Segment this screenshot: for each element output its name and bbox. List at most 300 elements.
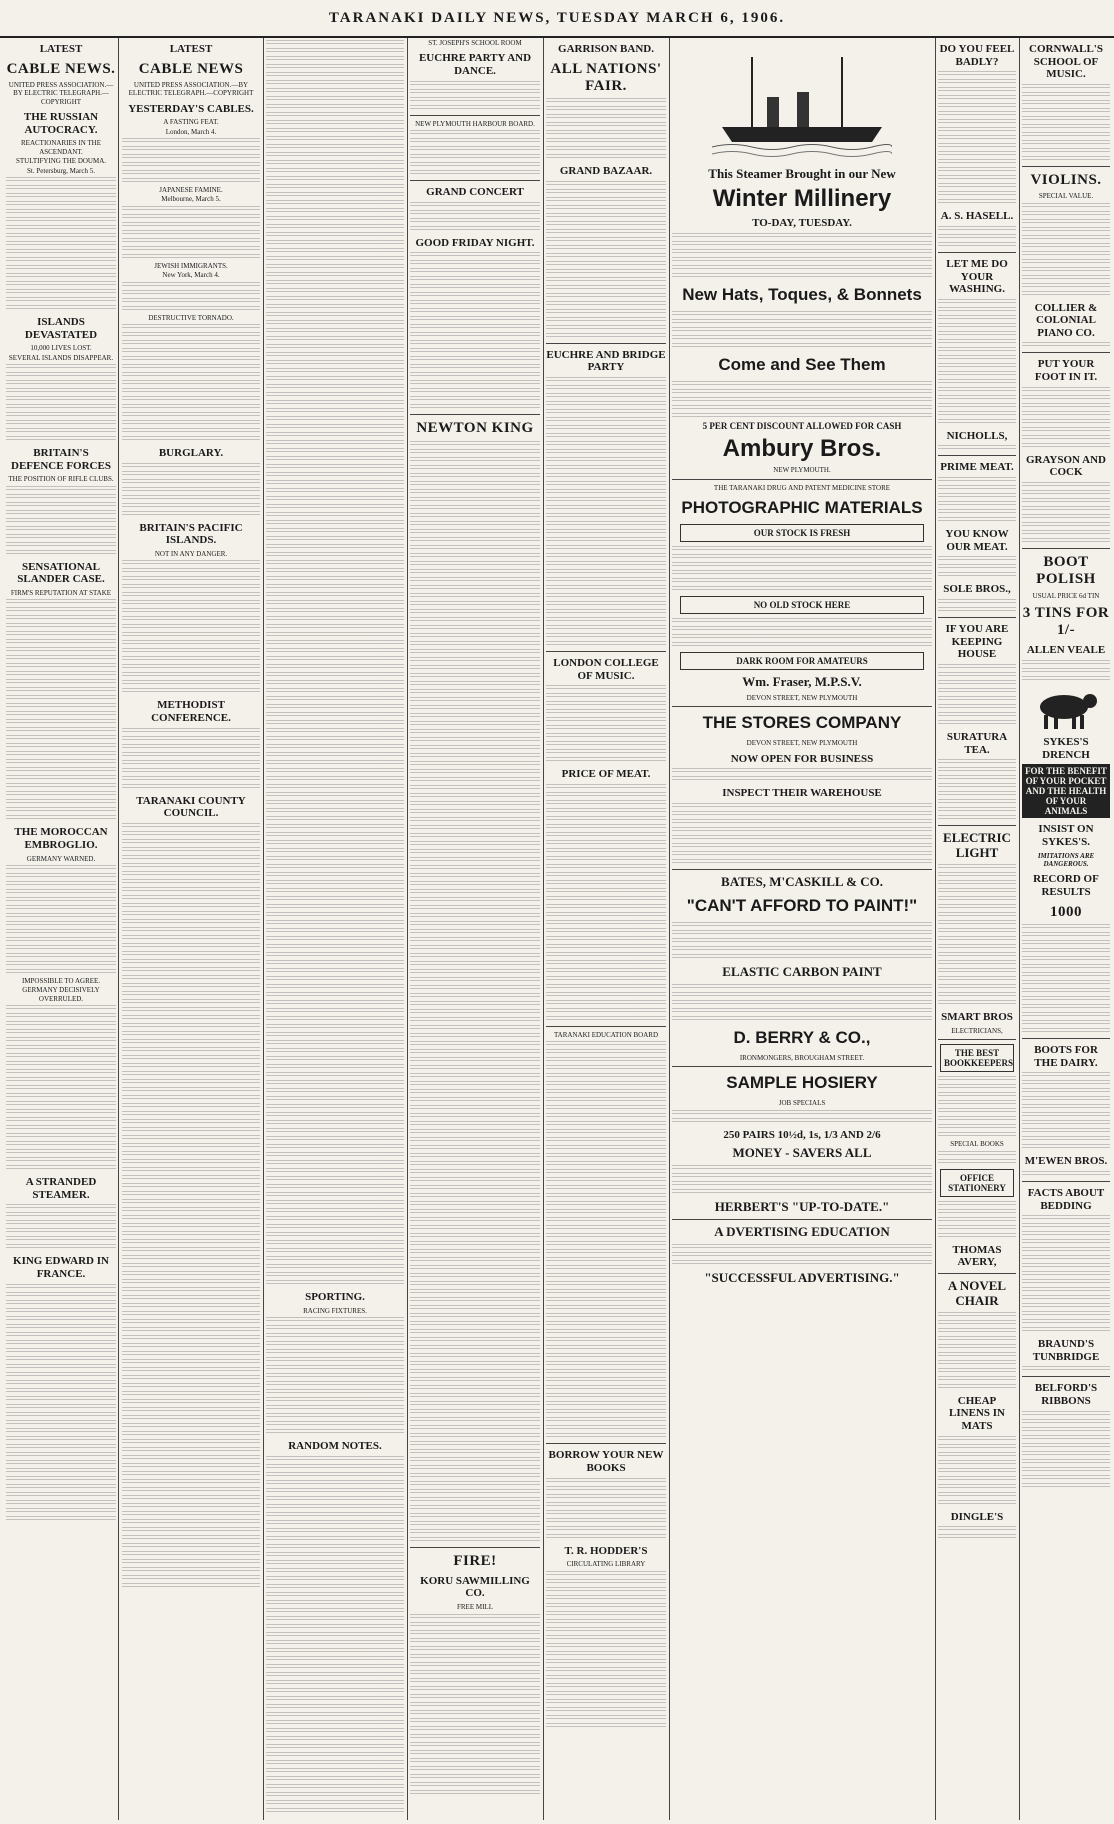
body-text-lines <box>122 744 260 750</box>
ad-line: NEW PLYMOUTH HARBOUR BOARD. <box>415 119 535 128</box>
ad-headline: Wm. Fraser, M.P.S.V. <box>742 674 862 689</box>
body-text-lines <box>938 299 1016 305</box>
body-text-lines <box>266 1381 404 1387</box>
body-text-lines <box>266 1240 404 1246</box>
body-text-lines <box>410 1646 540 1652</box>
body-text-lines <box>266 1536 404 1542</box>
body-text-lines <box>546 633 666 639</box>
body-text-lines <box>546 1129 666 1135</box>
body-text-lines <box>672 1008 932 1014</box>
body-text-lines <box>266 504 404 510</box>
body-text-lines <box>410 561 540 567</box>
body-text-lines <box>122 1567 260 1573</box>
body-text-lines <box>410 753 540 759</box>
body-text-lines <box>122 1007 260 1013</box>
body-text-lines <box>6 623 116 629</box>
body-text-lines <box>122 138 260 144</box>
body-text-lines <box>266 1664 404 1670</box>
body-text-lines <box>6 305 116 311</box>
body-text-lines <box>266 1808 404 1814</box>
body-text-lines <box>266 536 404 542</box>
body-text-lines <box>546 701 666 707</box>
body-text-lines <box>122 648 260 654</box>
body-text-lines <box>410 601 540 607</box>
body-text-lines <box>672 930 932 936</box>
body-text-lines <box>938 111 1016 117</box>
body-text-lines <box>6 494 116 500</box>
body-text-lines <box>266 568 404 574</box>
body-text-lines <box>546 1321 666 1327</box>
body-text-lines <box>122 1063 260 1069</box>
body-text-lines <box>546 1659 666 1665</box>
body-text-lines <box>1022 1104 1110 1110</box>
body-text-lines <box>266 96 404 102</box>
body-text-lines <box>122 1207 260 1213</box>
body-text-lines <box>1022 1004 1110 1010</box>
body-text-lines <box>546 301 666 307</box>
body-text-lines <box>6 209 116 215</box>
body-text-lines <box>122 855 260 861</box>
body-text-lines <box>410 849 540 855</box>
body-text-lines <box>1022 1427 1110 1433</box>
body-text-lines <box>410 170 540 176</box>
body-text-lines <box>938 87 1016 93</box>
body-text-lines <box>546 229 666 235</box>
body-text-lines <box>266 1480 404 1486</box>
body-text-lines <box>122 1071 260 1077</box>
body-text-lines <box>938 485 1016 491</box>
body-text-lines <box>938 775 1016 781</box>
body-text-lines <box>410 1185 540 1191</box>
body-text-lines <box>266 1208 404 1214</box>
body-text-lines <box>410 889 540 895</box>
body-text-lines <box>1022 1319 1110 1325</box>
ad-headline: KORU SAWMILLING CO. <box>420 1574 530 1600</box>
body-text-lines <box>546 784 666 790</box>
body-text-lines <box>410 1505 540 1511</box>
body-text-lines <box>266 1128 404 1134</box>
body-text-lines <box>122 290 260 296</box>
body-text-lines <box>266 992 404 998</box>
body-text-lines <box>938 363 1016 369</box>
body-text-lines <box>266 448 404 454</box>
body-text-lines <box>410 873 540 879</box>
body-text-lines <box>266 1120 404 1126</box>
body-text-lines <box>672 397 932 403</box>
body-text-lines <box>546 1627 666 1633</box>
body-text-lines <box>1022 1263 1110 1269</box>
body-text-lines <box>938 572 1016 578</box>
body-text-lines <box>938 1376 1016 1382</box>
ad-headline: SMART BROS <box>941 1011 1013 1024</box>
body-text-lines <box>266 240 404 246</box>
body-text-lines <box>6 372 116 378</box>
body-text-lines <box>266 808 404 814</box>
body-text-lines <box>410 1209 540 1215</box>
body-text-lines <box>6 1228 116 1234</box>
body-text-lines <box>1022 1366 1110 1372</box>
body-text-lines <box>122 863 260 869</box>
body-text-lines <box>1022 1012 1110 1018</box>
body-text-lines <box>546 1073 666 1079</box>
body-text-lines <box>266 600 404 606</box>
body-text-lines <box>266 1405 404 1411</box>
body-text-lines <box>1022 291 1110 297</box>
body-text-lines <box>122 298 260 304</box>
body-text-lines <box>6 767 116 773</box>
ad-headline: 3 TINS FOR 1/- <box>1022 604 1110 639</box>
body-text-lines <box>266 1152 404 1158</box>
body-text-lines <box>6 1412 116 1418</box>
body-text-lines <box>672 586 932 592</box>
body-text-lines <box>6 1013 116 1019</box>
body-text-lines <box>266 80 404 86</box>
ad-line: SPECIAL BOOKS <box>950 1140 1004 1149</box>
ad-headline: BORROW YOUR NEW BOOKS <box>548 1449 664 1475</box>
body-text-lines <box>410 1305 540 1311</box>
body-text-lines <box>266 520 404 526</box>
ad-headline: SAMPLE HOSIERY <box>726 1073 878 1093</box>
body-text-lines <box>122 616 260 622</box>
body-text-lines <box>546 1105 666 1111</box>
body-text-lines <box>266 1184 404 1190</box>
body-text-lines <box>6 364 116 370</box>
body-text-lines <box>6 534 116 540</box>
body-text-lines <box>122 436 260 442</box>
body-text-lines <box>672 1260 932 1266</box>
body-text-lines <box>1022 1247 1110 1253</box>
body-text-lines <box>6 1468 116 1474</box>
body-text-lines <box>266 656 404 662</box>
body-text-lines <box>546 1385 666 1391</box>
body-text-lines <box>410 1369 540 1375</box>
body-text-lines <box>122 1223 260 1229</box>
body-text-lines <box>266 1349 404 1355</box>
body-text-lines <box>546 1265 666 1271</box>
body-text-lines <box>266 1688 404 1694</box>
body-text-lines <box>938 387 1016 393</box>
body-text-lines <box>122 348 260 354</box>
column-rule <box>1019 38 1020 1820</box>
ad-headline: ELASTIC CARBON PAINT <box>722 964 882 980</box>
body-text-lines <box>6 404 116 410</box>
body-text-lines <box>1022 419 1110 425</box>
body-text-lines <box>266 64 404 70</box>
body-text-lines <box>546 1691 666 1697</box>
body-text-lines <box>938 1526 1016 1532</box>
body-text-lines <box>6 420 116 426</box>
body-text-lines <box>266 1080 404 1086</box>
ad-headline: Winter Millinery <box>712 185 892 212</box>
body-text-lines <box>1022 980 1110 986</box>
body-text-lines <box>1022 1279 1110 1285</box>
body-text-lines <box>122 879 260 885</box>
body-text-lines <box>938 767 1016 773</box>
body-text-lines <box>546 513 666 519</box>
body-text-lines <box>6 1372 116 1378</box>
body-text-lines <box>266 88 404 94</box>
body-text-lines <box>266 1232 404 1238</box>
body-text-lines <box>1022 988 1110 994</box>
ad-headline: Come and See Them <box>718 355 886 375</box>
ad-headline: PRIME MEAT. <box>940 461 1014 474</box>
body-text-lines <box>1022 964 1110 970</box>
body-text-lines <box>266 1784 404 1790</box>
body-text-lines <box>938 1217 1016 1223</box>
body-text-lines <box>410 1654 540 1660</box>
body-text-lines <box>1022 84 1110 90</box>
body-text-lines <box>6 1117 116 1123</box>
body-text-lines <box>546 880 666 886</box>
body-text-lines <box>546 944 666 950</box>
ad-headline: BRAUND'S TUNBRIDGE <box>1032 1338 1100 1363</box>
body-text-lines <box>122 728 260 734</box>
body-text-lines <box>546 1401 666 1407</box>
body-text-lines <box>6 1061 116 1067</box>
body-text-lines <box>410 1329 540 1335</box>
body-text-lines <box>546 213 666 219</box>
ad-box: THE BEST BOOKKEEPERS <box>940 1044 1014 1072</box>
body-text-lines <box>122 1151 260 1157</box>
body-text-lines <box>1022 1080 1110 1086</box>
body-text-lines <box>6 1516 116 1522</box>
body-text-lines <box>410 1481 540 1487</box>
headline: SENSATIONAL SLANDER CASE. <box>17 560 105 586</box>
body-text-lines <box>266 1656 404 1662</box>
body-text-lines <box>122 1359 260 1365</box>
body-text-lines <box>6 743 116 749</box>
body-text-lines <box>266 1592 404 1598</box>
body-text-lines <box>122 1407 260 1413</box>
body-text-lines <box>266 1616 404 1622</box>
body-text-lines <box>938 564 1016 570</box>
body-text-lines <box>546 1510 666 1516</box>
body-text-lines <box>266 1000 404 1006</box>
subheadline: RACING FIXTURES. <box>303 1306 367 1315</box>
body-text-lines <box>546 1486 666 1492</box>
body-text-lines <box>546 960 666 966</box>
ad-banner: FOR THE BENEFIT OF YOUR POCKET AND THE HEALTH OF YOUR ANIMALS <box>1022 764 1110 818</box>
dateline: St. Petersburg, March 5. <box>27 166 95 175</box>
body-text-lines <box>410 1734 540 1740</box>
body-text-lines <box>122 428 260 434</box>
body-text-lines <box>6 1284 116 1290</box>
body-text-lines <box>266 640 404 646</box>
body-text-lines <box>410 881 540 887</box>
body-text-lines <box>410 1758 540 1764</box>
body-text-lines <box>410 1425 540 1431</box>
body-text-lines <box>410 961 540 967</box>
section-title: CABLE NEWS. <box>6 60 116 77</box>
body-text-lines <box>6 257 116 263</box>
body-text-lines <box>546 237 666 243</box>
body-text-lines <box>122 246 260 252</box>
body-text-lines <box>266 1192 404 1198</box>
body-text-lines <box>938 880 1016 886</box>
body-text-lines <box>546 1113 666 1119</box>
body-text-lines <box>6 913 116 919</box>
body-text-lines <box>266 816 404 822</box>
body-text-lines <box>6 241 116 247</box>
body-text-lines <box>1022 1215 1110 1221</box>
body-text-lines <box>546 245 666 251</box>
body-text-lines <box>410 1521 540 1527</box>
body-text-lines <box>122 1415 260 1421</box>
body-text-lines <box>938 477 1016 483</box>
body-text-lines <box>410 697 540 703</box>
ad-headline: BOOT POLISH <box>1036 554 1096 588</box>
body-text-lines <box>122 1503 260 1509</box>
body-text-lines <box>6 233 116 239</box>
body-text-lines <box>938 1468 1016 1474</box>
body-text-lines <box>6 799 116 805</box>
body-text-lines <box>410 1289 540 1295</box>
body-text-lines <box>546 1534 666 1540</box>
body-text-lines <box>1022 387 1110 393</box>
body-text-lines <box>410 1161 540 1167</box>
body-text-lines <box>266 336 404 342</box>
ad-headline: "CAN'T AFFORD TO PAINT!" <box>686 896 918 916</box>
body-text-lines <box>6 1204 116 1210</box>
body-text-lines <box>266 456 404 462</box>
ad-headline: THE STORES COMPANY <box>702 713 902 733</box>
body-text-lines <box>266 344 404 350</box>
body-text-lines <box>6 639 116 645</box>
body-text-lines <box>1022 1327 1110 1333</box>
body-text-lines <box>410 138 540 144</box>
body-text-lines <box>938 807 1016 813</box>
body-text-lines <box>410 260 540 266</box>
body-text-lines <box>672 984 932 990</box>
subheadline: STULTIFYING THE DOUMA. <box>15 157 107 166</box>
body-text-lines <box>266 680 404 686</box>
body-text-lines <box>122 1239 260 1245</box>
body-text-lines <box>546 609 666 615</box>
body-text-lines <box>938 672 1016 678</box>
body-text-lines <box>6 265 116 271</box>
body-text-lines <box>6 526 116 532</box>
body-text-lines <box>672 642 932 648</box>
body-text-lines <box>546 309 666 315</box>
body-text-lines <box>546 1233 666 1239</box>
body-text-lines <box>122 1103 260 1109</box>
body-text-lines <box>546 1049 666 1055</box>
ad-box: DARK ROOM FOR AMATEURS <box>680 652 924 670</box>
body-text-lines <box>266 376 404 382</box>
body-text-lines <box>938 607 1016 613</box>
body-text-lines <box>410 146 540 152</box>
body-text-lines <box>410 1153 540 1159</box>
body-text-lines <box>546 449 666 455</box>
body-text-lines <box>410 593 540 599</box>
body-text-lines <box>938 445 1016 451</box>
body-text-lines <box>938 1344 1016 1350</box>
body-text-lines <box>672 843 932 849</box>
body-text-lines <box>938 1500 1016 1506</box>
body-text-lines <box>122 254 260 260</box>
body-text-lines <box>1022 108 1110 114</box>
body-text-lines <box>546 1699 666 1705</box>
subheadline: JEWISH IMMIGRANTS. <box>154 261 228 270</box>
body-text-lines <box>122 1583 260 1589</box>
body-text-lines <box>410 1473 540 1479</box>
ad-line: TO-DAY, TUESDAY. <box>752 217 852 230</box>
body-text-lines <box>672 257 932 263</box>
body-text-lines <box>122 584 260 590</box>
body-text-lines <box>122 1231 260 1237</box>
body-text-lines <box>546 1097 666 1103</box>
body-text-lines <box>410 388 540 394</box>
body-text-lines <box>546 1169 666 1175</box>
body-text-lines <box>266 392 404 398</box>
body-text-lines <box>122 1247 260 1253</box>
body-text-lines <box>1022 227 1110 233</box>
ad-headline: INSIST ON SYKES'S. <box>1038 823 1094 848</box>
body-text-lines <box>122 624 260 630</box>
body-text-lines <box>122 306 260 312</box>
body-text-lines <box>266 1064 404 1070</box>
body-text-lines <box>546 1377 666 1383</box>
body-text-lines <box>410 793 540 799</box>
body-text-lines <box>122 463 260 469</box>
body-text-lines <box>1022 1144 1110 1150</box>
body-text-lines <box>6 687 116 693</box>
body-text-lines <box>122 154 260 160</box>
body-text-lines <box>672 405 932 411</box>
body-text-lines <box>546 138 666 144</box>
body-text-lines <box>410 1630 540 1636</box>
body-text-lines <box>122 324 260 330</box>
body-text-lines <box>266 584 404 590</box>
body-text-lines <box>938 1100 1016 1106</box>
body-text-lines <box>672 311 932 317</box>
ad-headline: SYKES'S DRENCH <box>1042 736 1090 761</box>
body-text-lines <box>546 928 666 934</box>
body-text-lines <box>266 208 404 214</box>
body-text-lines <box>6 550 116 556</box>
body-text-lines <box>122 1327 260 1333</box>
body-text-lines <box>410 617 540 623</box>
body-text-lines <box>122 776 260 782</box>
body-text-lines <box>938 1460 1016 1466</box>
ad-headline: THOMAS AVERY, <box>952 1243 1002 1269</box>
body-text-lines <box>266 368 404 374</box>
body-text-lines <box>410 1017 540 1023</box>
ad-headline: M'EWEN BROS. <box>1024 1155 1108 1168</box>
body-text-lines <box>122 823 260 829</box>
body-text-lines <box>410 202 540 208</box>
body-text-lines <box>410 1217 540 1223</box>
body-text-lines <box>6 1244 116 1250</box>
body-text-lines <box>122 688 260 694</box>
ad-line: ELECTRICIANS, <box>951 1026 1003 1035</box>
body-text-lines <box>266 256 404 262</box>
body-text-lines <box>1022 1096 1110 1102</box>
body-text-lines <box>6 249 116 255</box>
body-text-lines <box>266 1728 404 1734</box>
divider <box>1022 166 1110 167</box>
body-text-lines <box>410 1265 540 1271</box>
body-text-lines <box>266 1736 404 1742</box>
body-text-lines <box>546 1121 666 1127</box>
column-rule <box>935 38 936 1820</box>
body-text-lines <box>410 1393 540 1399</box>
dateline: London, March 4. <box>165 127 217 136</box>
body-text-lines <box>410 1033 540 1039</box>
body-text-lines <box>266 152 404 158</box>
body-text-lines <box>6 881 116 887</box>
body-text-lines <box>1022 1120 1110 1126</box>
